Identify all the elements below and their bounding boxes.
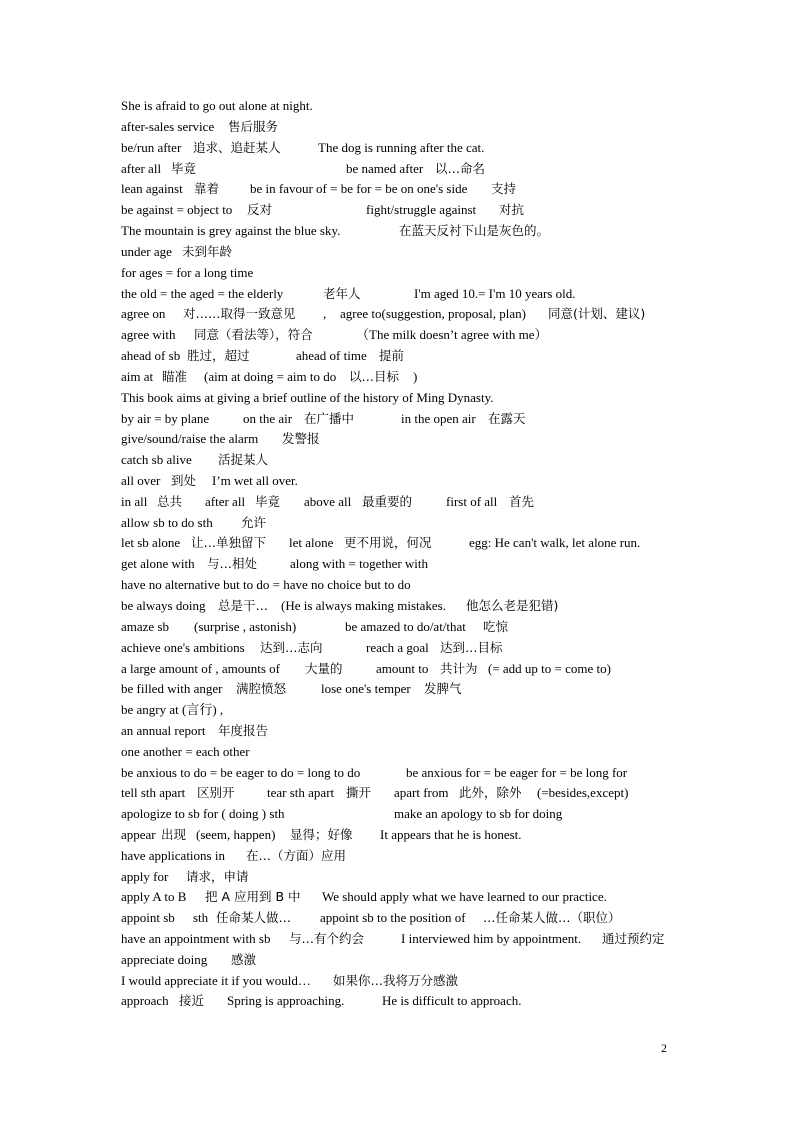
example-sentence: This book aims at giving a brief outline of the history of Ming Dynasty.: [121, 390, 494, 405]
phrase: agree with: [121, 327, 176, 342]
phrase: amount to: [376, 661, 429, 676]
translation: 让…单独留下: [191, 535, 267, 550]
phrase: apply A to B: [121, 889, 187, 904]
translation: 感激: [231, 952, 257, 967]
translation: 以…目标: [349, 369, 400, 384]
translation: 显得；好像: [290, 827, 353, 842]
example-sentence: I'm aged 10.= I'm 10 years old.: [414, 286, 576, 301]
phrase: (aim at doing = aim to do: [204, 369, 337, 384]
translation: 同意（看法等），符合: [194, 327, 313, 342]
phrase: be always doing: [121, 598, 206, 613]
translation: 撕开: [346, 785, 372, 800]
translation: 毕竟: [255, 494, 281, 509]
phrase: in the open air: [401, 411, 476, 426]
phrase: after all: [121, 161, 162, 176]
translation: 对……取得一致意见: [183, 306, 296, 321]
phrase: on the air: [243, 411, 293, 426]
translation: 把 A 应用到 B 中: [205, 889, 301, 904]
phrase: lean against: [121, 181, 183, 196]
separator: ,: [323, 306, 327, 321]
translation: 总共: [157, 494, 183, 509]
example-sentence: It appears that he is honest.: [380, 827, 522, 842]
phrase: sth: [193, 910, 209, 925]
example-sentence: egg: He can't walk, let alone run.: [469, 535, 641, 550]
phrase: allow sb to do sth: [121, 515, 213, 530]
phrase: be against = object to: [121, 202, 233, 217]
translation: 瞄准: [162, 369, 188, 384]
translation: 发警报: [282, 431, 320, 446]
phrase: tear sth apart: [267, 785, 335, 800]
translation: 大量的: [305, 661, 343, 676]
phrase: be named after: [346, 161, 424, 176]
translation: 最重要的: [362, 494, 413, 509]
phrase: achieve one's ambitions: [121, 640, 245, 655]
translation: 发脾气: [424, 681, 462, 696]
phrase: after all: [205, 494, 246, 509]
phrase: ahead of time: [296, 348, 367, 363]
translation: 靠着: [194, 181, 220, 196]
translation: 吃惊: [483, 619, 509, 634]
phrase: for ages = for a long time: [121, 265, 254, 280]
example-sentence: Spring is approaching.: [227, 993, 345, 1008]
translation: 提前: [379, 348, 405, 363]
translation: 通过预约定: [602, 931, 665, 946]
translation: 对抗: [499, 202, 525, 217]
example-sentence: The mountain is grey against the blue sky.: [121, 223, 341, 238]
example-sentence: (He is always making mistakes.: [281, 598, 446, 613]
translation: 在…（方面）应用: [246, 848, 347, 863]
phrase: a large amount of , amounts of: [121, 661, 280, 676]
translation: 此外，除外: [459, 785, 522, 800]
phrase: be amazed to do/at/that: [345, 619, 466, 634]
translation: 反对: [247, 202, 273, 217]
phrase: catch sb alive: [121, 452, 192, 467]
phrase: an annual report: [121, 723, 206, 738]
example-sentence: I’m wet all over.: [212, 473, 298, 488]
phrase: give/sound/raise the alarm: [121, 431, 259, 446]
translation: 售后服务: [228, 119, 279, 134]
translation: 到处: [171, 473, 197, 488]
phrase: appear: [121, 827, 156, 842]
translation: 他怎么老是犯错): [466, 598, 559, 613]
page-number: 2: [661, 1041, 667, 1055]
translation: 总是干…: [218, 598, 269, 613]
phrase: approach: [121, 993, 169, 1008]
phrase: apply for: [121, 869, 169, 884]
translation: 活捉某人: [218, 452, 269, 467]
phrase: apart from: [394, 785, 449, 800]
phrase: let sb alone: [121, 535, 181, 550]
example-sentence: He is difficult to approach.: [382, 993, 522, 1008]
phrase: have applications in: [121, 848, 225, 863]
synonyms: (=besides,except): [537, 785, 629, 800]
translation: 与…相处: [207, 556, 258, 571]
translation: 以…命名: [435, 161, 486, 176]
phrase: fight/struggle against: [366, 202, 477, 217]
translation: 年度报告: [218, 723, 269, 738]
example-sentence: We should apply what we have learned to our practice.: [322, 889, 607, 904]
phrase: reach a goal: [366, 640, 429, 655]
translation: 共计为: [440, 661, 478, 676]
translation: 支持: [491, 181, 517, 196]
phrase: by air = by plane: [121, 411, 210, 426]
translation: 在蓝天反衬下山是灰色的。: [399, 223, 550, 238]
translation: 接近: [179, 993, 205, 1008]
translation: 毕竟: [171, 161, 197, 176]
translation: 与…有个约会: [289, 931, 365, 946]
phrase: in all: [121, 494, 148, 509]
translation: 在广播中: [304, 411, 355, 426]
phrase: have an appointment with sb: [121, 931, 271, 946]
phrase: be/run after: [121, 140, 182, 155]
separator: ): [413, 369, 418, 384]
example-sentence: She is afraid to go out alone at night.: [121, 98, 313, 113]
phrase: all over: [121, 473, 161, 488]
phrase: along with = together with: [290, 556, 429, 571]
translation: 允许: [241, 515, 267, 530]
phrase: ahead of sb: [121, 348, 181, 363]
phrase: be anxious to do = be eager to do = long to do: [121, 765, 361, 780]
phrase: appoint sb: [121, 910, 175, 925]
translation: 请求，申请: [186, 869, 249, 884]
phrase: have no alternative but to do = have no choice but to do: [121, 577, 411, 592]
phrase: lose one's temper: [321, 681, 411, 696]
example-sentence: I interviewed him by appointment.: [401, 931, 582, 946]
synonyms: (= add up to = come to): [488, 661, 611, 676]
example-sentence: The dog is running after the cat.: [318, 140, 485, 155]
translation: …任命某人做…（职位）: [483, 910, 621, 925]
phrase: aim at: [121, 369, 154, 384]
translation: 达到…志向: [260, 640, 323, 655]
phrase: apologize to sb for ( doing ) sth: [121, 806, 285, 821]
phrase: agree to(suggestion, proposal, plan): [340, 306, 526, 321]
phrase: be angry at (言行) ,: [121, 702, 224, 717]
translation: 追求、追赶某人: [193, 140, 281, 155]
translation: 老年人: [323, 286, 361, 301]
phrase: I would appreciate it if you would…: [121, 973, 311, 988]
translation: 任命某人做…: [216, 910, 292, 925]
phrase: agree on: [121, 306, 166, 321]
phrase: appoint sb to the position of: [320, 910, 466, 925]
phrase: be in favour of = be for = be on one's side: [250, 181, 468, 196]
phrase: first of all: [446, 494, 498, 509]
phrase: get alone with: [121, 556, 195, 571]
translation: 在露天: [488, 411, 526, 426]
translation: 未到年龄: [182, 244, 233, 259]
phrase: above all: [304, 494, 352, 509]
phrase: be filled with anger: [121, 681, 223, 696]
translation: 更不用说，何况: [344, 535, 432, 550]
phrase: appreciate doing: [121, 952, 208, 967]
phrase: the old = the aged = the elderly: [121, 286, 284, 301]
translation: 满腔愤怒: [236, 681, 287, 696]
translation: 区别开: [197, 785, 235, 800]
phrase: one another = each other: [121, 744, 250, 759]
phrase: make an apology to sb for doing: [394, 806, 563, 821]
phrase: after-sales service: [121, 119, 215, 134]
phrase: amaze sb: [121, 619, 170, 634]
example-sentence: （The milk doesn’t agree with me）: [356, 327, 548, 342]
phrase: tell sth apart: [121, 785, 186, 800]
translation: 达到…目标: [440, 640, 503, 655]
translation: 胜过，超过: [187, 348, 250, 363]
phrase: under age: [121, 244, 172, 259]
translation: 如果你…我将万分感激: [333, 973, 459, 988]
phrase: be anxious for = be eager for = be long for: [406, 765, 628, 780]
translation: 首先: [509, 494, 535, 509]
translation: 同意(计划、建议): [548, 306, 646, 321]
phrase: let alone: [289, 535, 334, 550]
synonyms: (seem, happen): [196, 827, 276, 842]
translation: 出现: [161, 827, 187, 842]
synonyms: (surprise , astonish): [194, 619, 297, 634]
